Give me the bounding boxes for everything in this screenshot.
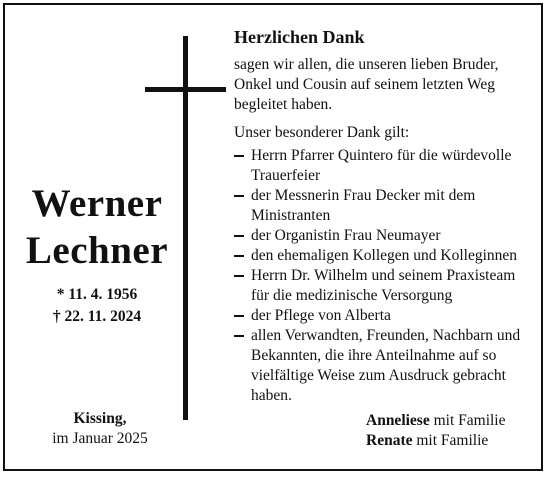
cross-icon-bar	[145, 87, 226, 92]
dash-icon	[234, 315, 244, 317]
list-item: der Pflege von Alberta	[234, 306, 530, 326]
signature-2	[366, 431, 488, 451]
list-item: allen Verwandten, Freunden, Nachbarn und Bekannten, die ihre Anteilnahme auf so vielfältige Weise zum Ausdruck gebracht haben.	[234, 326, 530, 406]
thanks-list	[234, 146, 530, 406]
list-item: der Messnerin Frau Decker mit dem Ministranten	[234, 186, 530, 226]
deceased-last-name: Lechner	[25, 229, 169, 272]
dash-icon	[234, 235, 244, 237]
signature-name: Renate	[366, 432, 413, 449]
signature-1	[366, 411, 506, 431]
signature-suffix: mit Familie	[429, 412, 506, 429]
signature-name: Anneliese	[366, 412, 430, 429]
cross-icon	[183, 36, 188, 420]
deceased-first-name: Werner	[31, 182, 163, 225]
dash-icon	[234, 195, 244, 197]
dash-icon	[234, 275, 244, 277]
place-city: Kissing,	[73, 410, 127, 427]
special-thanks-label: Unser besonderer Dank gilt:	[234, 124, 410, 141]
thanks-intro: sagen wir allen, die unseren lieben Bruder, Onkel und Cousin auf seinem letzten Weg begleitet haben.	[234, 56, 499, 113]
thanks-heading: Herzlichen Dank	[234, 27, 365, 47]
list-item: der Organistin Frau Neumayer	[234, 226, 530, 246]
birth-date: * 11. 4. 1956	[56, 286, 138, 303]
dash-icon	[234, 335, 244, 337]
signature-suffix: mit Familie	[412, 432, 489, 449]
list-item: Herrn Dr. Wilhelm und seinem Praxisteam für die medizinische Versorgung	[234, 266, 530, 306]
dash-icon	[234, 155, 244, 157]
place-date: im Januar 2025	[52, 430, 148, 447]
death-date: † 22. 11. 2024	[52, 308, 142, 325]
list-item: Herrn Pfarrer Quintero für die würdevolle Trauerfeier	[234, 146, 530, 186]
list-item: den ehemaligen Kollegen und Kolleginnen	[234, 246, 530, 266]
dash-icon	[234, 255, 244, 257]
